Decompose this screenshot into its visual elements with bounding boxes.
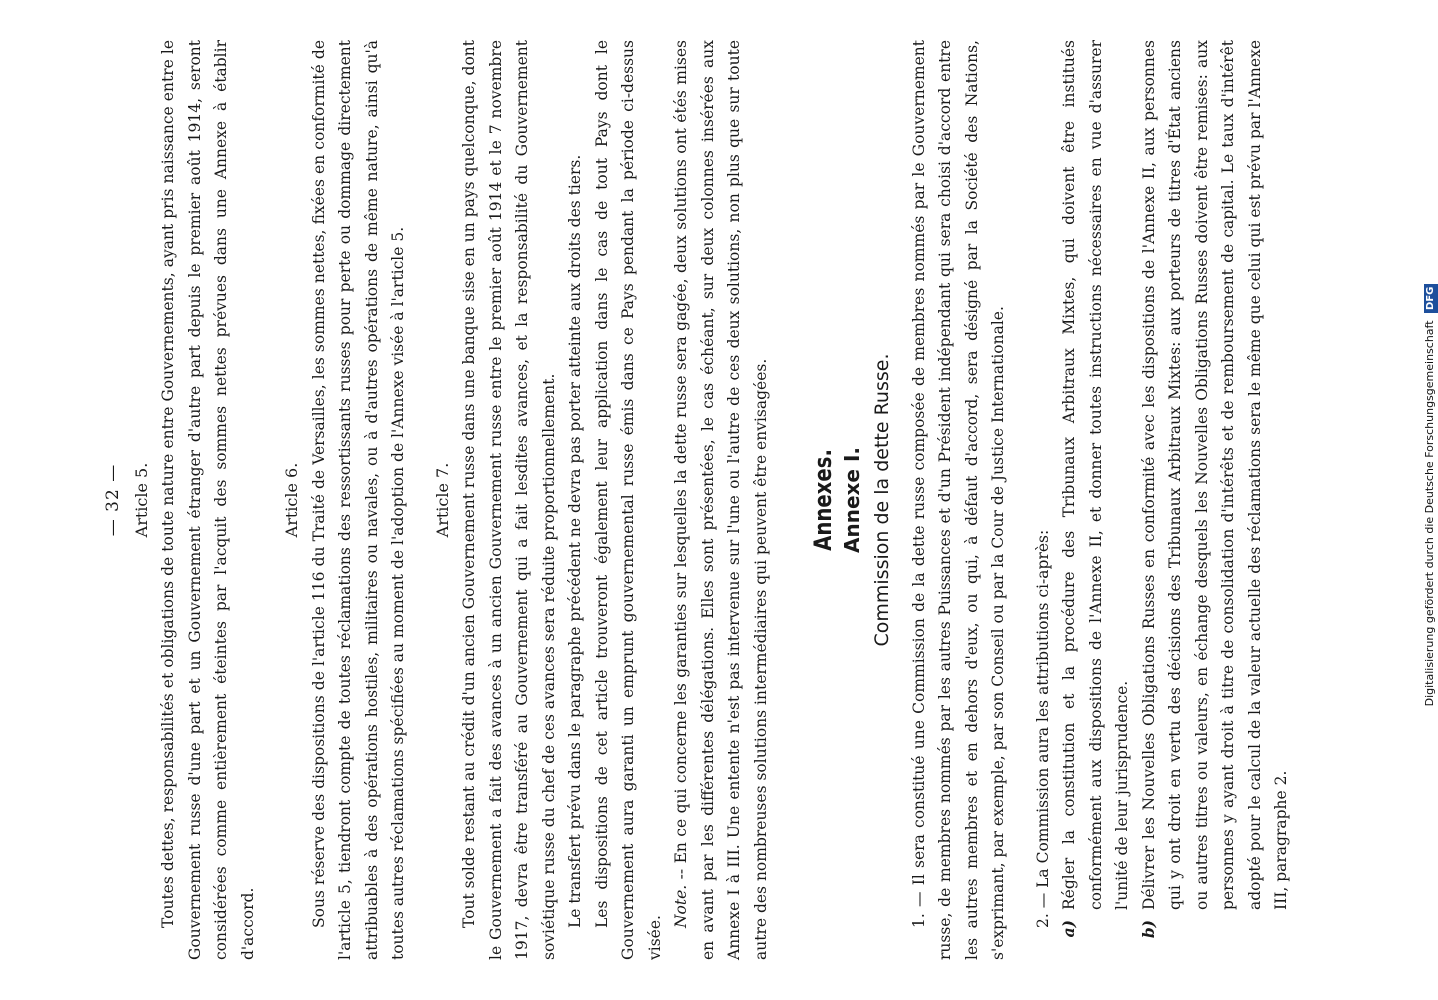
article-7-paragraph-2: Le transfert prévu dans le paragraphe précédent ne devra pas porter atteinte aux droits des tiers.	[566, 154, 584, 928]
item-a-text: Régler la constitution et la procédure des Tribunaux Arbitraux Mixtes, qui doivent être institués conformément aux dispositions de l'Annexe II, et donner toutes instructions nécessaires en vue d'assurer l'unité de leur jurisprudence.	[1060, 40, 1131, 910]
item-a-label: a)	[1059, 920, 1078, 938]
annex-1-paragraph-2: 2. — La Commission aura les attributions ci-après:	[1033, 529, 1052, 928]
article-6-heading: Article 6.	[282, 462, 301, 538]
article-6-text: Sous réserve des dispositions de l'article 116 du Traité de Versailles, les sommes nettes, fixées en conformité de l'article 5, tiendront compte de toutes réclamations des ressortissants russes pour perte ou dommage directement attribuables à des opérations hostiles, militaires ou navales, ou à d'autres opérations de même nature, ainsi qu'à toutes autres réclamations spécifiées au moment de l'adoption de l'Annexe visée à l'article 5.	[309, 40, 407, 960]
annexes-title: Annexes.	[809, 449, 837, 551]
page-number: — 32 —	[103, 463, 123, 537]
item-b-text: Délivrer les Nouvelles Obligations Russes en conformité avec les dispositions de l'Annexe II, aux personnes qui y ont droit en vertu des décisions des Tribunaux Arbitraux Mixtes: aux porteurs de titres d'État anciens ou autres titres ou valeurs, en échange desquels les Nouvelles Obligations Russes doivent être remises: aux personnes y ayant droit à titre de consolidation d'intérêts et de remboursement de capital. Le taux d'intérêt adopté pour le calcul de la valeur actuelle des réclamations sera le même que celui qui est prévu par l'Annexe III, paragraphe 2.	[1139, 40, 1290, 910]
annex-1-item-b	[1136, 40, 1295, 960]
article-5-text: Toutes dettes, responsabilités et obligations de toute nature entre Gouvernements, ayant pris naissance entre le Gouvernement russe d'une part et un Gouvernement étranger d'autre part depuis le premier août 1914, seront considérées comme entièrement éteintes par l'acquit des sommes nettes prévues dans une Annexe à établir d'accord.	[159, 40, 257, 960]
article-7-paragraph-3: Les dispositions de cet article trouveront également leur application dans le cas de tout Pays dont le Gouvernement aura garanti un emprunt gouvernemental russe émis dans ce Pays pendant la période ci-dessus visée.	[592, 40, 664, 960]
item-b-label: b)	[1138, 920, 1158, 939]
note-label: Note.	[672, 884, 690, 928]
article-5-heading: Article 5.	[131, 462, 151, 538]
document-page	[60, 20, 1340, 980]
credit-text: Digitalisierung gefördert durch die Deutsche Forschungsgemeinschaft	[1423, 320, 1436, 707]
annex-1-subtitle: Commission de la dette Russe.	[871, 353, 893, 647]
annex-1-item-a	[1056, 40, 1136, 960]
article-7-paragraph-1: Tout solde restant au crédit d'un ancien Gouvernement russe dans une banque sise en un pays quelconque, dont le Gouvernement a fait des avances à un ancien Gouvernement russe entre le premier août 1914 et le 7 novembre 1917, devra être transféré au Gouvernement qui a fait lesdites avances, et la responsabilité du Gouvernement soviétique russe du chef de ces avances sera réduite proportionnellement.	[460, 40, 558, 960]
annex-1-paragraph-1: 1. — Il sera constitué une Commission de la dette russe composée de membres nommés par le Gouvernement russe, de membres nommés par les autres Puissances et d'un Président indépendant qui sera choisi d'accord entre les autres membres et en dehors d'eux, ou qui, à défaut d'accord, sera désigné par la Société des Nations, s'exprimant, par exemple, par son Conseil ou par la Cour de Justice Internationale.	[909, 40, 1007, 960]
note-text: -- En ce qui concerne les garanties sur lesquelles la dette russe sera gagée, deux solutions ont étés mises en avant par les différentes délégations. Elles sont présentées, le cas échéant, sur deux colonnes insérées aux Annexe I à III. Une entente n'est pas intervenue sur l'une ou l'autre de ces deux solutions, non plus que sur toute autre des nombreuses solutions intermédiaires qui peuvent être envisagées.	[672, 40, 770, 960]
article-7-heading: Article 7.	[432, 462, 452, 538]
annex-1-title: Annexe I.	[839, 447, 864, 553]
dfg-logo: DFG	[1424, 284, 1438, 313]
article-7-note	[668, 40, 774, 960]
digitization-credit	[1422, 0, 1438, 990]
